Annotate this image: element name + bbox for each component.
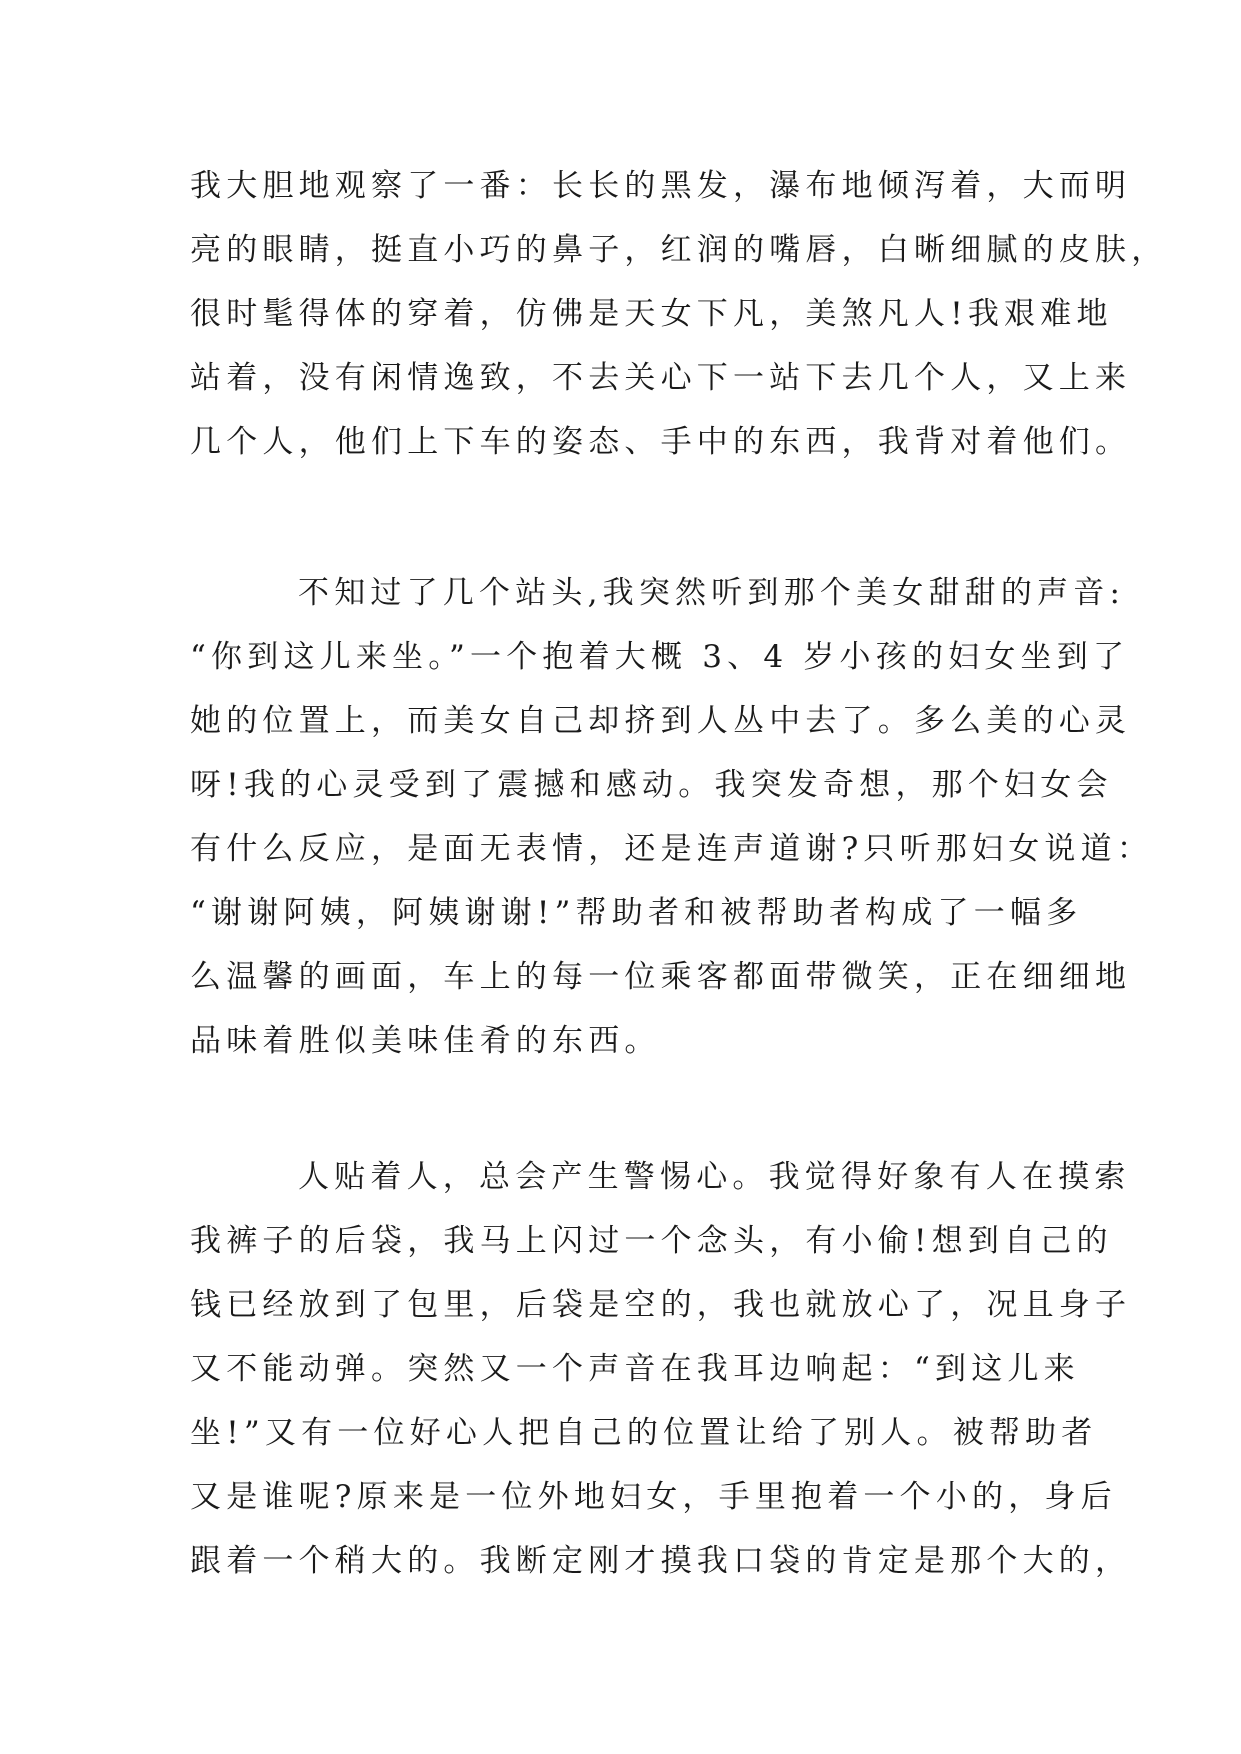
text-line: “你到这儿来坐。”一个抱着大概 3、4 岁小孩的妇女坐到了 bbox=[190, 639, 1130, 675]
text-line: 有什么反应，是面无表情，还是连声道谢?只听那妇女说道： bbox=[190, 831, 1154, 867]
text-line: 品味着胜似美味佳肴的东西。 bbox=[190, 1023, 661, 1059]
text-line: 坐!”又有一位好心人把自己的位置让给了别人。被帮助者 bbox=[190, 1415, 1098, 1451]
text-line: 呀!我的心灵受到了震撼和感动。我突发奇想，那个妇女会 bbox=[190, 767, 1113, 803]
text-line: 跟着一个稍大的。我断定刚才摸我口袋的肯定是那个大的， bbox=[190, 1543, 1132, 1579]
text-line-indented: 人贴着人，总会产生警惕心。我觉得好象有人在摸索 bbox=[298, 1159, 1131, 1195]
text-line: 很时髦得体的穿着，仿佛是天女下凡，美煞凡人!我艰难地 bbox=[190, 296, 1113, 332]
text-line: 几个人，他们上下车的姿态、手中的东西，我背对着他们。 bbox=[190, 424, 1132, 460]
text-line: “谢谢阿姨，阿姨谢谢!”帮助者和被帮助者构成了一幅多 bbox=[190, 895, 1083, 931]
text-line: 我裤子的后袋，我马上闪过一个念头，有小偷!想到自己的 bbox=[190, 1223, 1113, 1259]
text-line: 站着，没有闲情逸致，不去关心下一站下去几个人，又上来 bbox=[190, 360, 1132, 396]
text-line-indented: 不知过了几个站头,我突然听到那个美女甜甜的声音: bbox=[298, 575, 1126, 611]
text-line: 又是谁呢?原来是一位外地妇女，手里抱着一个小的，身后 bbox=[190, 1479, 1117, 1515]
text-line: 她的位置上，而美女自己却挤到人丛中去了。多么美的心灵 bbox=[190, 703, 1132, 739]
text-line: 又不能动弹。突然又一个声音在我耳边响起：“到这儿来 bbox=[190, 1351, 1080, 1387]
text-line: 我大胆地观察了一番：长长的黑发，瀑布地倾泻着，大而明 bbox=[190, 168, 1132, 204]
text-line: 钱已经放到了包里，后袋是空的，我也就放心了，况且身子 bbox=[190, 1287, 1132, 1323]
paragraph-2 bbox=[190, 561, 1153, 1073]
text-line: 么温馨的画面，车上的每一位乘客都面带微笑，正在细细地 bbox=[190, 959, 1132, 995]
paragraph-1 bbox=[190, 154, 1167, 474]
paragraph-3 bbox=[190, 1145, 1131, 1593]
text-line: 亮的眼睛，挺直小巧的鼻子，红润的嘴唇，白晰细腻的皮肤， bbox=[190, 232, 1168, 268]
